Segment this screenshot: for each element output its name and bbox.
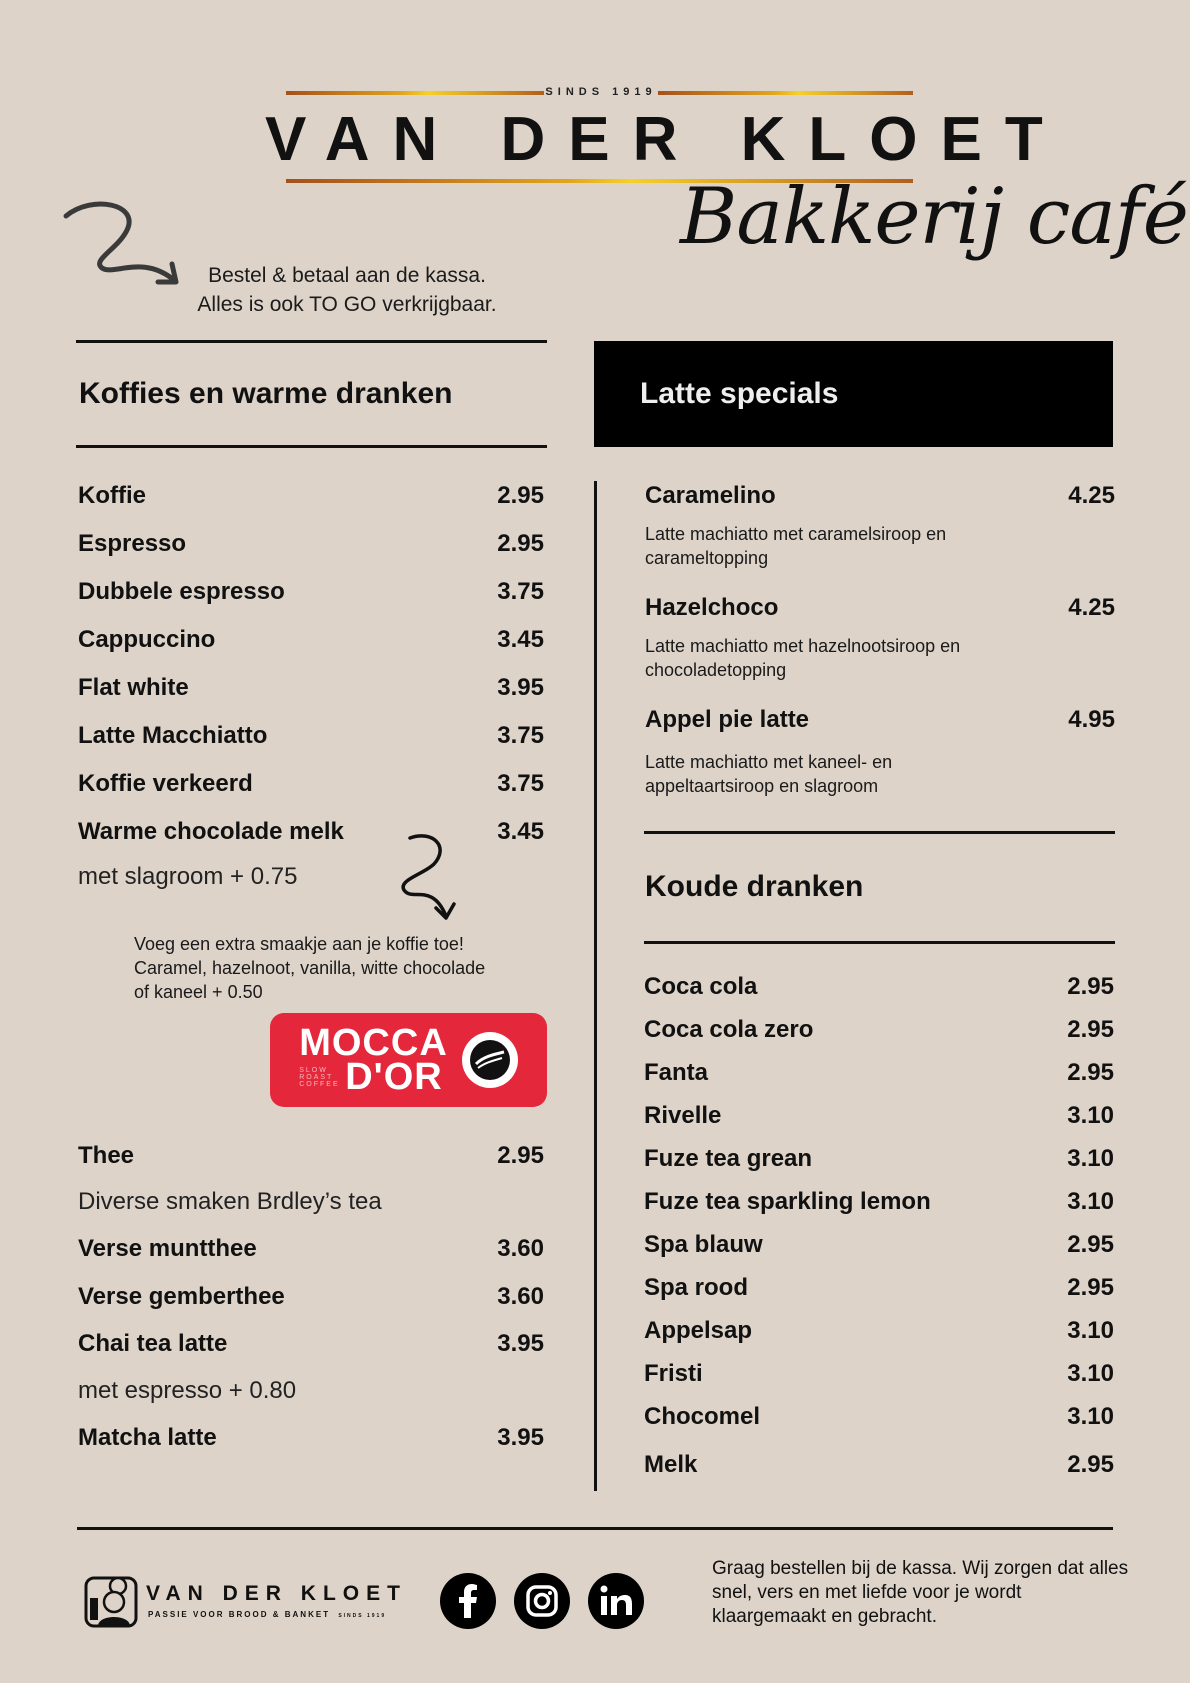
item-price: 4.25	[1068, 594, 1115, 621]
item-name: Rivelle	[644, 1102, 722, 1129]
item-price: 2.95	[1067, 1231, 1114, 1258]
cold-section-title: Koude dranken	[645, 870, 864, 903]
footer-since: SINDS 1919	[338, 1613, 387, 1619]
item-name: Coca cola zero	[644, 1016, 814, 1043]
item-name: Chai tea latte	[78, 1330, 228, 1357]
coffee-bean-logo-icon	[462, 1032, 518, 1088]
menu-item-coca-cola-zero	[644, 1016, 1114, 1044]
item-name: Fuze tea sparkling lemon	[644, 1188, 931, 1215]
menu-item-coca-cola	[644, 973, 1114, 1001]
desc-line-2: appeltaartsiroop en slagroom	[645, 776, 879, 796]
menu-item-chai-tea-latte	[78, 1330, 544, 1358]
item-name: Verse muntthee	[78, 1235, 257, 1262]
tea-note: Diverse smaken Brdley’s tea	[78, 1188, 382, 1215]
appel-pie-description	[645, 750, 1085, 798]
menu-item-koffie-verkeerd	[78, 770, 544, 798]
item-price: 2.95	[1067, 1059, 1114, 1086]
mocca-small-text: SLOW ROAST COFFEE	[299, 1066, 340, 1088]
item-name: Spa rood	[644, 1274, 749, 1301]
menu-item-flat-white	[78, 674, 544, 702]
menu-item-fuze-tea-grean	[644, 1145, 1114, 1173]
item-price: 3.10	[1067, 1360, 1114, 1387]
desc-line-1: Latte machiatto met hazelnootsiroop en	[645, 636, 961, 656]
caramelino-description	[645, 522, 1085, 570]
item-price: 3.95	[497, 674, 544, 701]
espresso-note: met espresso + 0.80	[78, 1377, 297, 1404]
header-top-gold-line	[286, 91, 544, 95]
latte-specials-header	[594, 341, 1113, 447]
item-name: Caramelino	[645, 482, 776, 509]
footer-rule	[77, 1527, 1113, 1530]
item-name: Fuze tea grean	[644, 1145, 813, 1172]
cream-note: met slagroom + 0.75	[78, 863, 298, 890]
item-name: Melk	[644, 1451, 698, 1478]
desc-line-2: carameltopping	[645, 548, 769, 568]
footer-logo	[84, 1572, 407, 1630]
extra-line-3: of kaneel + 0.50	[134, 982, 263, 1002]
item-price: 2.95	[497, 530, 544, 557]
item-name: Coca cola	[644, 973, 758, 1000]
footer-line-3: klaargemaakt en gebracht.	[712, 1606, 937, 1627]
item-price: 3.60	[497, 1235, 544, 1262]
menu-item-spa-rood	[644, 1274, 1114, 1302]
item-price: 2.95	[1067, 1274, 1114, 1301]
coffee-top-rule	[76, 340, 547, 343]
menu-item-cappuccino	[78, 626, 544, 654]
menu-item-caramelino	[645, 482, 1115, 510]
item-price: 2.95	[1067, 973, 1114, 1000]
item-price: 2.95	[497, 482, 544, 509]
menu-item-matcha-latte	[78, 1424, 544, 1452]
item-name: Koffie verkeerd	[78, 770, 253, 797]
menu-item-fanta	[644, 1059, 1114, 1087]
desc-line-1: Latte machiatto met caramelsiroop en	[645, 524, 947, 544]
cold-top-rule	[644, 831, 1115, 834]
menu-item-hazelchoco	[645, 594, 1115, 622]
item-name: Appel pie latte	[645, 706, 810, 733]
mocca-dor-badge	[270, 1013, 547, 1107]
item-name: Cappuccino	[78, 626, 216, 653]
menu-item-spa-blauw	[644, 1231, 1114, 1259]
item-price: 2.95	[1067, 1016, 1114, 1043]
desc-line-1: Latte machiatto met kaneel- en	[645, 752, 893, 772]
column-divider	[594, 481, 597, 1491]
menu-item-fristi	[644, 1360, 1114, 1388]
header-top-gold-line-right	[658, 91, 913, 95]
baker-mascot-icon	[84, 1572, 138, 1628]
footer-line-2: snel, vers en met liefde voor je wordt	[712, 1582, 1022, 1603]
extra-line-1: Voeg een extra smaakje aan je koffie toe!	[134, 934, 464, 954]
item-name: Koffie	[78, 482, 146, 509]
menu-item-thee	[78, 1142, 544, 1170]
footer-brand-name: VAN DER KLOET	[146, 1582, 407, 1605]
item-price: 3.75	[497, 770, 544, 797]
extra-line-2: Caramel, hazelnoot, vanilla, witte chocolade	[134, 958, 486, 978]
menu-item-chocomel	[644, 1403, 1114, 1431]
menu-item-verse-muntthee	[78, 1235, 544, 1263]
item-name: Verse gemberthee	[78, 1283, 285, 1310]
menu-item-dubbele-espresso	[78, 578, 544, 606]
item-name: Chocomel	[644, 1403, 761, 1430]
item-price: 4.25	[1068, 482, 1115, 509]
since-label: SINDS 1919	[545, 86, 657, 98]
item-price: 3.95	[497, 1424, 544, 1451]
item-price: 3.10	[1067, 1188, 1114, 1215]
item-price: 3.10	[1067, 1317, 1114, 1344]
item-price: 2.95	[497, 1142, 544, 1169]
cold-bottom-rule	[644, 941, 1115, 944]
intro-line-2: Alles is ook TO GO verkrijgbaar.	[197, 293, 497, 316]
item-name: Matcha latte	[78, 1424, 217, 1451]
brand-title: VAN DER KLOET	[265, 105, 1066, 174]
menu-item-rivelle	[644, 1102, 1114, 1130]
item-price: 3.60	[497, 1283, 544, 1310]
item-name: Fanta	[644, 1059, 709, 1086]
coffee-bottom-rule	[76, 445, 547, 448]
footer-tagline-text: PASSIE VOOR BROOD & BANKET	[148, 1610, 331, 1619]
curly-arrow-down-icon	[398, 832, 478, 922]
menu-item-latte-macchiatto	[78, 722, 544, 750]
mocca-wordmark	[299, 1022, 448, 1098]
desc-line-2: chocoladetopping	[645, 660, 787, 680]
hazelchoco-description	[645, 634, 1085, 682]
latte-section-title: Latte specials	[640, 377, 839, 410]
menu-item-verse-gemberthee	[78, 1283, 544, 1311]
item-price: 3.10	[1067, 1403, 1114, 1430]
bakkerij-cafe-subtitle: Bakkerij café	[680, 172, 1188, 262]
intro-line-1: Bestel & betaal aan de kassa.	[208, 264, 486, 287]
menu-item-melk	[644, 1451, 1114, 1479]
item-name: Hazelchoco	[645, 594, 779, 621]
menu-item-espresso	[78, 530, 544, 558]
item-price: 4.95	[1068, 706, 1115, 733]
footer-line-1: Graag bestellen bij de kassa. Wij zorgen dat alles	[712, 1558, 1129, 1579]
item-price: 3.10	[1067, 1145, 1114, 1172]
item-name: Flat white	[78, 674, 189, 701]
item-name: Spa blauw	[644, 1231, 763, 1258]
mocca-line-1: MOCCA	[299, 1022, 448, 1064]
item-price: 3.45	[497, 626, 544, 653]
item-price: 3.75	[497, 722, 544, 749]
extra-flavour-text	[134, 932, 534, 1004]
mocca-line-2: D'OR	[345, 1056, 443, 1098]
item-price: 3.95	[497, 1330, 544, 1357]
menu-item-koffie	[78, 482, 544, 510]
linkedin-icon[interactable]	[588, 1573, 644, 1629]
item-name: Thee	[78, 1142, 135, 1169]
footer-order-text	[712, 1557, 1152, 1629]
item-price: 2.95	[1067, 1451, 1114, 1478]
footer-tagline	[148, 1610, 386, 1619]
item-name: Appelsap	[644, 1317, 753, 1344]
menu-item-appelsap	[644, 1317, 1114, 1345]
item-price: 3.45	[497, 818, 544, 845]
item-price: 3.75	[497, 578, 544, 605]
menu-item-fuze-tea-sparkling-lemon	[644, 1188, 1114, 1216]
item-name: Warme chocolade melk	[78, 818, 344, 845]
item-name: Fristi	[644, 1360, 703, 1387]
item-name: Espresso	[78, 530, 187, 557]
coffee-section-title: Koffies en warme dranken	[79, 377, 453, 410]
facebook-icon[interactable]	[440, 1573, 496, 1629]
item-price: 3.10	[1067, 1102, 1114, 1129]
menu-item-appel-pie-latte	[645, 706, 1115, 734]
instagram-icon[interactable]	[514, 1573, 570, 1629]
item-name: Dubbele espresso	[78, 578, 285, 605]
intro-text	[166, 261, 528, 319]
item-name: Latte Macchiatto	[78, 722, 268, 749]
